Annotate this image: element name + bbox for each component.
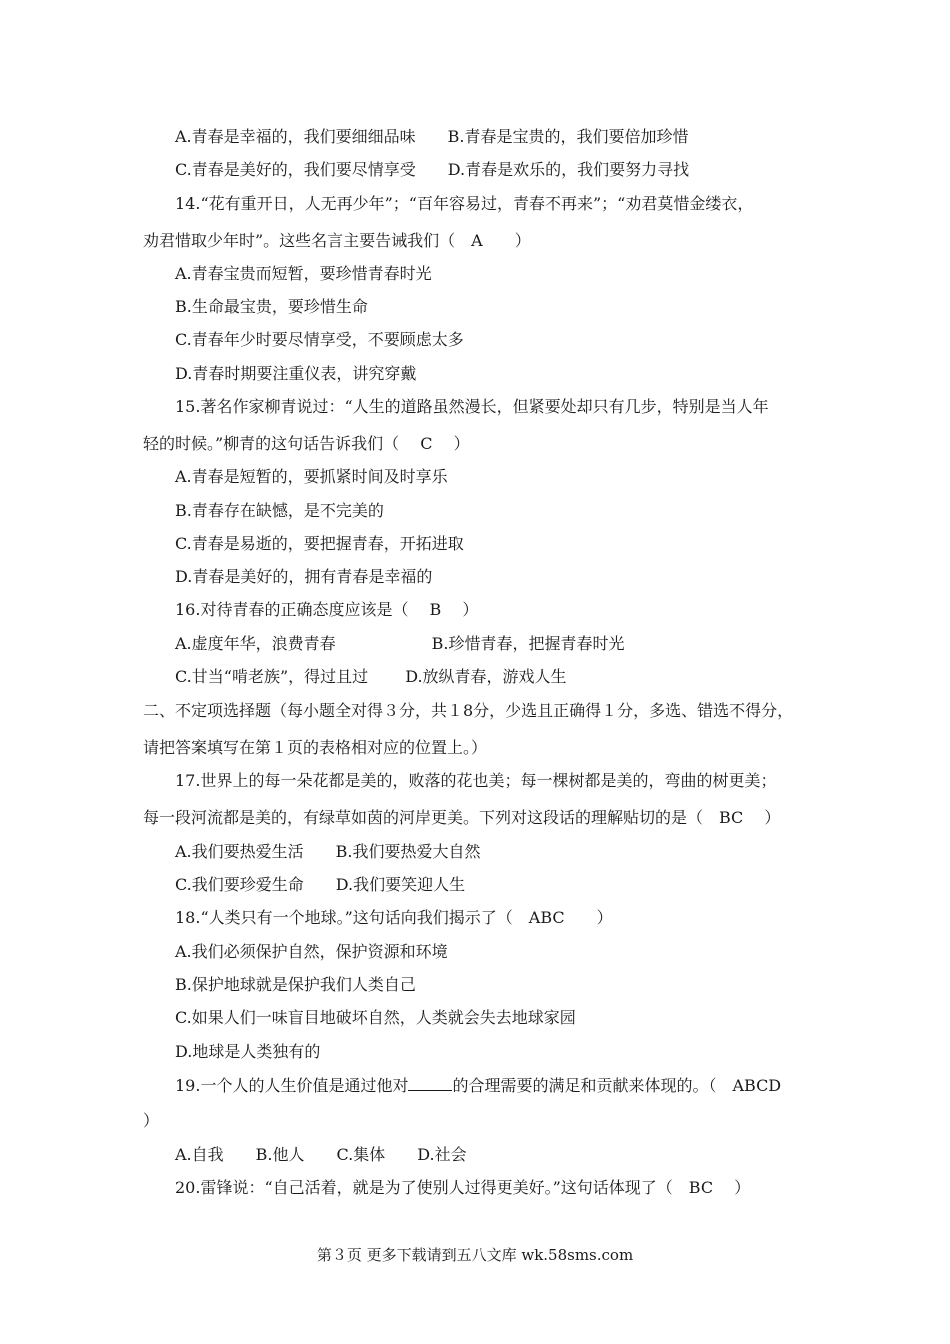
q18-option-d: D.地球是人类独有的 [175,1042,321,1061]
q14-option-c: C.青春年少时要尽情享受，不要顾虑太多 [175,330,464,349]
section-two-heading-line1: 二、不定项选择题（每小题全对得３分，共１8分，少选且正确得１分，多选、错选不得分， [143,701,794,720]
q20-stem: 20.雷锋说：“自己活着，就是为了使别人过得更美好。”这句话体现了（ BC ） [175,1178,751,1197]
q19-text-after-blank: 的合理需要的满足和贡献来体现的。（ ABCD [452,1076,782,1095]
q18-option-c: C.如果人们一味盲目地破坏自然，人类就会失去地球家园 [175,1008,576,1027]
fill-in-blank [408,1074,452,1091]
q15-option-d: D.青春是美好的，拥有青春是幸福的 [175,567,433,586]
page-footer: 第３页 更多下载请到五八文库 wk.58sms.com [316,1246,634,1264]
q15-stem-line2: 轻的时候。”柳青的这句话告诉我们（ C ） [143,434,470,453]
q19-text-before-blank: 19.一个人的人生价值是通过他对 [175,1076,409,1095]
q19-stem-line1 [175,1074,781,1097]
q17-stem-line2: 每一段河流都是美的，有绿草如茵的河岸更美。下列对这段话的理解贴切的是（ BC ） [143,808,781,827]
q15-option-a: A.青春是短暂的，要抓紧时间及时享乐 [175,467,448,486]
q14-stem-line1: 14.“花有重开日，人无再少年”；“百年容易过，青春不再来”；“劝君莫惜金缕衣， [175,194,754,213]
q14-option-a: A.青春宝贵而短暂，要珍惜青春时光 [175,264,432,283]
q15-option-b: B.青春存在缺憾，是不完美的 [175,501,384,520]
q19-stem-line2: ） [143,1111,160,1130]
q17-options-ab: A.我们要热爱生活 B.我们要热爱大自然 [175,842,481,861]
q19-options: A.自我 B.他人 C.集体 D.社会 [175,1145,467,1164]
q15-stem-line1: 15.著名作家柳青说过：“人生的道路虽然漫长，但紧要处却只有几步，特别是当人年 [175,397,769,416]
q17-stem-line1: 17.世界上的每一朵花都是美的，败落的花也美；每一棵树都是美的，弯曲的树更美； [175,771,777,790]
q14-option-d: D.青春时期要注重仪表，讲究穿戴 [175,364,417,383]
q13-options-cd: C.青春是美好的，我们要尽情享受 D.青春是欢乐的，我们要努力寻找 [175,160,690,179]
q16-options-cd: C.甘当“啃老族”，得过且过 D.放纵青春，游戏人生 [175,667,567,686]
q13-options-ab: A.青春是幸福的，我们要细细品味 B.青春是宝贵的，我们要倍加珍惜 [175,127,689,146]
section-two-heading-line2: 请把答案填写在第１页的表格相对应的位置上。） [143,738,488,757]
q18-option-b: B.保护地球就是保护我们人类自己 [175,975,416,994]
q18-stem: 18.“人类只有一个地球。”这句话向我们揭示了（ ABC ） [175,908,613,927]
q16-stem: 16.对待青春的正确态度应该是（ B ） [175,600,479,619]
q18-option-a: A.我们必须保护自然，保护资源和环境 [175,942,448,961]
q14-stem-line2: 劝君惜取少年时”。这些名言主要告诫我们（ A ） [143,231,531,250]
q17-options-cd: C.我们要珍爱生命 D.我们要笑迎人生 [175,875,466,894]
q15-option-c: C.青春是易逝的，要把握青春，开拓进取 [175,534,464,553]
q14-option-b: B.生命最宝贵，要珍惜生命 [175,297,368,316]
q16-options-ab: A.虚度年华，浪费青春 B.珍惜青春，把握青春时光 [175,634,625,653]
